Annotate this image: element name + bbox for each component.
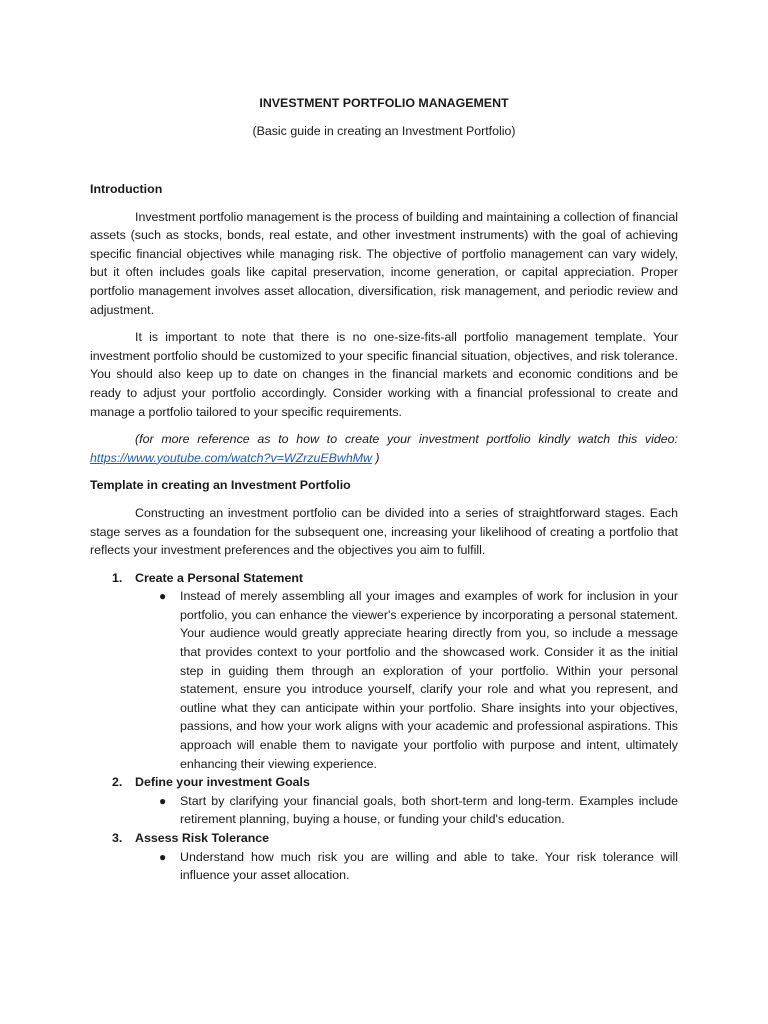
bullet-item [135,587,678,773]
bullet-icon: ● [159,793,167,808]
step-number: 3. [112,831,123,845]
bullet-text: Understand how much risk you are willing and able to take. Your risk tolerance will influence your asset allocation. [180,849,678,883]
step-title: Create a Personal Statement [135,570,304,585]
intro-paragraph-2: It is important to note that there is no one-size-fits-all portfolio management template. Your investment portfolio should be customized to your specific financial situation, objectives, and risk tolerance. You should also keep up to date on changes in the financial markets and economic conditions and be ready to adjust your portfolio accordingly. Consider working with a financial professional to create and manage a portfolio tailored to your specific requirements. [90,330,678,419]
document-title: INVESTMENT PORTFOLIO MANAGEMENT [259,96,509,110]
video-link[interactable]: https://www.youtube.com/watch?v=WZrzuEBwhMw [90,450,372,465]
document-body [90,180,678,885]
intro-paragraph-1: Investment portfolio management is the process of building and maintaining a collection of financial assets (such as stocks, bonds, real estate, and other investment instruments) with the goal of achieving specific financial objectives while managing risk. The objective of portfolio management can vary widely, but it often includes goals like capital preservation, income generation, or capital appreciation. Proper portfolio management involves asset allocation, diversification, risk management, and periodic review and adjustment. [90,209,678,317]
bullet-item [135,792,678,829]
bullet-item [135,848,678,885]
introduction-heading: Introduction [90,182,163,196]
list-item [90,569,678,774]
bullet-list [135,792,678,829]
step-title: Assess Risk Tolerance [135,831,270,845]
list-item [90,829,678,885]
step-number: 2. [112,775,123,790]
template-heading: Template in creating an Investment Portfolio [90,478,351,493]
bullet-list [135,848,678,885]
document-subtitle: (Basic guide in creating an Investment Portfolio) [252,124,516,138]
bullet-icon: ● [159,589,167,604]
reference-note [90,430,678,467]
bullet-text: Instead of merely assembling all your images and examples of work for inclusion in your portfolio, you can enhance the viewer's experience by incorporating a personal statement. Your audience would greatly appreciate hearing directly from you, so include a message that provides context to your portfolio and the showcased work. Consider it as the initial step in guiding them through an exploration of your portfolio. Within your personal statement, ensure you introduce yourself, clarify your role and what you represent, and outline what they can anticipate within your portfolio. Share insights into your objectives, passions, and how your work aligns with your academic and professional aspirations. This approach will enable them to navigate your portfolio with purpose and intent, ultimately enhancing their viewing experience. [180,589,678,771]
step-number: 1. [112,570,123,585]
step-title: Define your investment Goals [135,775,310,790]
steps-list [90,569,678,885]
reference-close: ) [371,450,380,465]
bullet-text: Start by clarifying your financial goals, both short-term and long-term. Examples include retirement planning, buying a house, or funding your child's education. [180,793,678,827]
reference-text: (for more reference as to how to create your investment portfolio kindly watch this video: [135,432,678,447]
bullet-list [135,587,678,773]
template-paragraph: Constructing an investment portfolio can be divided into a series of straightforward stages. Each stage serves as a foundation for the subsequent one, increasing your likelihood of creating a portfolio that reflects your investment preferences and the objectives you aim to fulfill. [90,505,678,558]
list-item [90,773,678,829]
bullet-icon: ● [159,849,167,864]
